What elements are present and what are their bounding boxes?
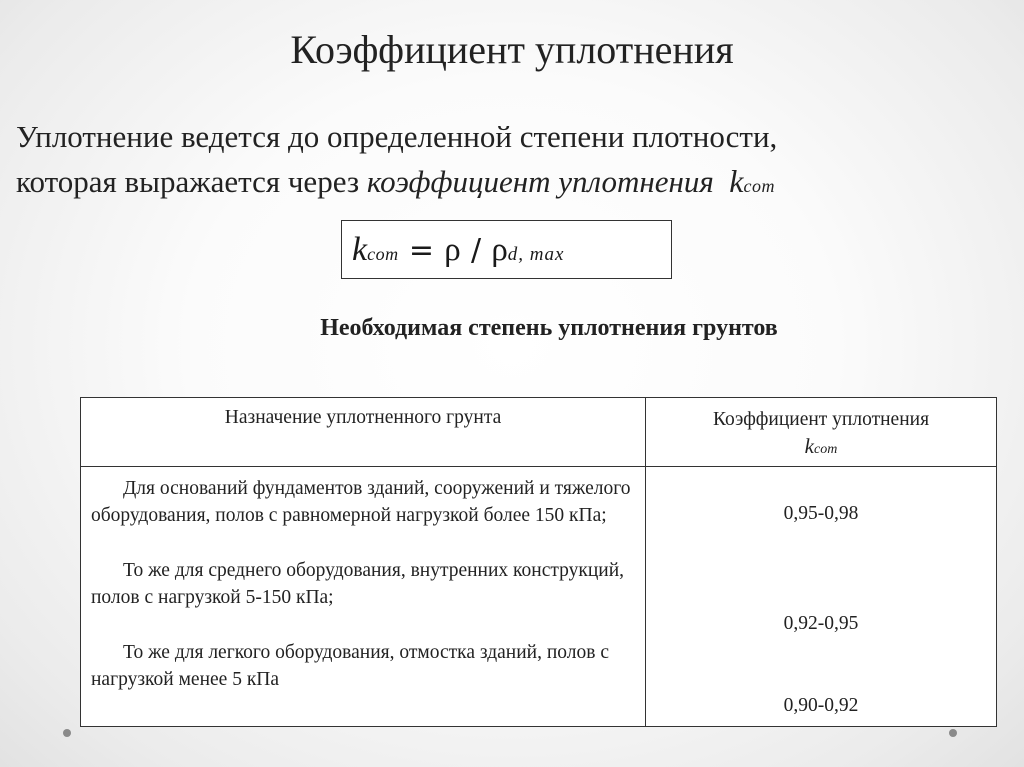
formula-k-symbol: k (352, 231, 368, 268)
header-purpose: Назначение уплотненного грунта (81, 398, 646, 467)
slide-title: Коэффициент уплотнения (290, 27, 734, 72)
intro-k-symbol: k (729, 163, 744, 199)
header-coefficient-label: Коэффициент уплотнения (712, 409, 930, 430)
header-coefficient (646, 398, 997, 467)
formula-rho-d-subscript: d, max (507, 244, 565, 265)
formula-rho: ρ (444, 232, 461, 268)
compaction-table (80, 397, 997, 727)
formula-box (341, 220, 672, 279)
purpose-row-3: То же для легкого оборудования, отмостка зданий, полов с нагрузкой менее 5 кПа (91, 642, 609, 690)
values-cell (646, 467, 997, 727)
formula-equals: = (408, 233, 434, 268)
purpose-row-2: То же для среднего оборудования, внутренних конструкций, полов с нагрузкой 5-150 кПа; (91, 560, 625, 608)
value-row-1: 0,95-0,98 (783, 503, 859, 524)
header-k-subscript: com (814, 442, 838, 457)
table-body-row (81, 467, 997, 727)
formula-rho-d: ρ (491, 232, 508, 268)
table-header-row (81, 398, 997, 467)
intro-line-1: Уплотнение ведется до определенной степени плотности, (16, 119, 778, 154)
intro-line-2-plain: которая выражается через (16, 164, 367, 199)
intro-text (16, 114, 1016, 209)
table-caption: Необходимая степень уплотнения грунтов (320, 315, 778, 341)
purpose-row-1: Для оснований фундаментов зданий, сооружений и тяжелого оборудования, полов с равномерной нагрузкой более 150 кПа; (91, 478, 631, 526)
value-row-3: 0,90-0,92 (783, 695, 859, 716)
purpose-cell (81, 467, 646, 727)
intro-k-subscript: com (743, 176, 775, 196)
value-row-2: 0,92-0,95 (783, 613, 859, 634)
intro-line-2 (16, 159, 1016, 209)
formula-k-subscript: com (367, 244, 399, 264)
formula-divide: / (470, 233, 482, 268)
decorative-dot-right (949, 729, 957, 737)
intro-term: коэффициент уплотнения (366, 164, 714, 199)
decorative-dot-left (63, 729, 71, 737)
header-k-symbol: k (804, 434, 814, 458)
